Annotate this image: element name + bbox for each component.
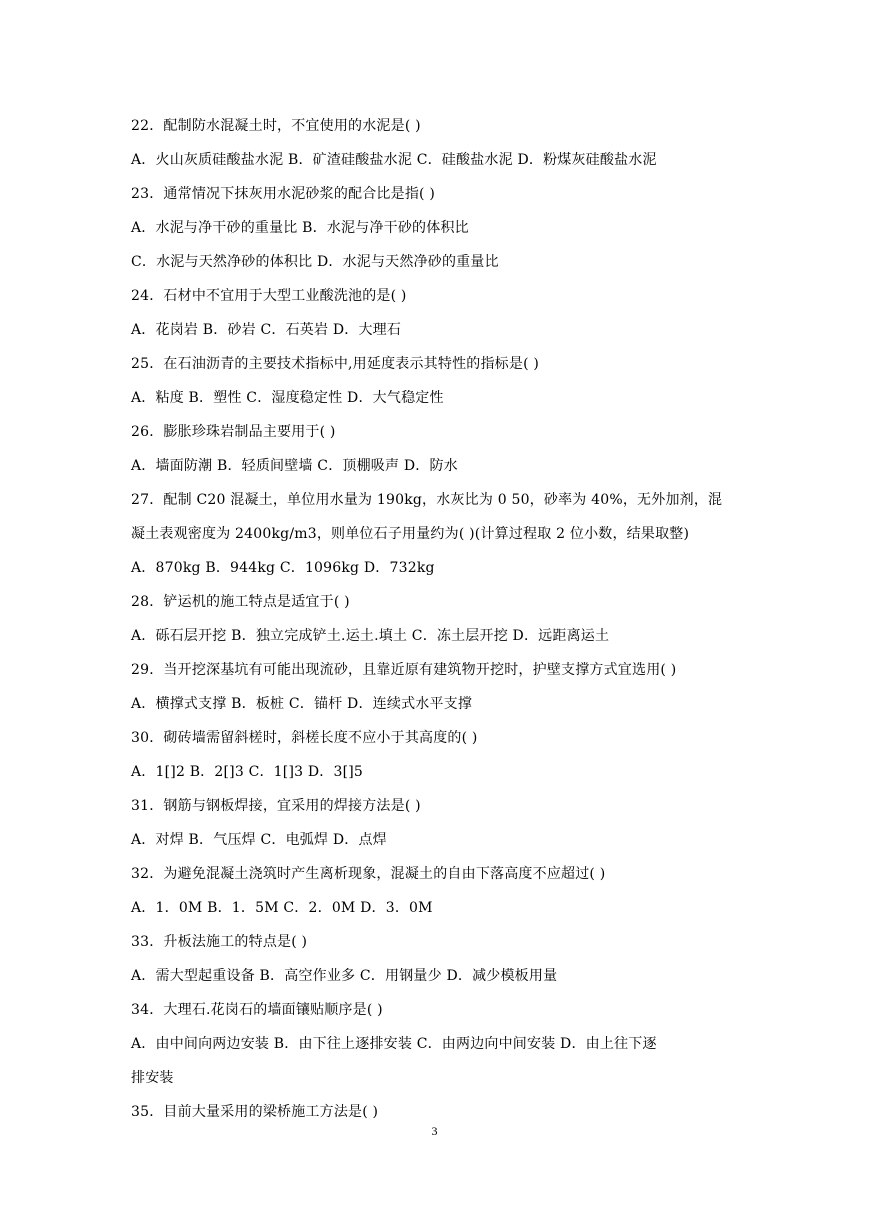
question-30: 30．砌砖墙需留斜槎时，斜槎长度不应小于其高度的( ) [131, 730, 478, 746]
options-32: A．1．0M B．1．5M C．2．0M D．3．0M [131, 900, 433, 916]
question-28: 28．铲运机的施工特点是适宜于( ) [131, 594, 350, 610]
question-22: 22．配制防水混凝土时，不宜使用的水泥是( ) [131, 118, 421, 134]
question-27-line2: 凝土表观密度为 2400kg/m3，则单位石子用量约为( )(计算过程取 2 位小数，结果取整) [131, 526, 690, 542]
options-23-cd: C．水泥与天然净砂的体积比 D．水泥与天然净砂的重量比 [131, 254, 499, 270]
options-28: A．砾石层开挖 B．独立完成铲土.运土.填土 C．冻土层开挖 D．远距离运土 [131, 628, 610, 644]
question-23: 23．通常情况下抹灰用水泥砂浆的配合比是指( ) [131, 186, 435, 202]
options-29: A．横撑式支撑 B．板桩 C．锚杆 D．连续式水平支撑 [131, 696, 473, 712]
options-30: A．1[]2 B．2[]3 C．1[]3 D．3[]5 [131, 764, 364, 780]
question-32: 32．为避免混凝土浇筑时产生离析现象，混凝土的自由下落高度不应超过( ) [131, 866, 606, 882]
question-33: 33．升板法施工的特点是( ) [131, 934, 308, 950]
options-23-ab: A．水泥与净干砂的重量比 B．水泥与净干砂的体积比 [131, 220, 469, 236]
question-31: 31．钢筋与钢板焊接，宜采用的焊接方法是( ) [131, 798, 421, 814]
options-25: A．粘度 B．塑性 C．湿度稳定性 D．大气稳定性 [131, 390, 444, 406]
question-25: 25．在石油沥青的主要技术指标中,用延度表示其特性的指标是( ) [131, 356, 540, 372]
page-number: 3 [431, 1124, 438, 1138]
options-22: A．火山灰质硅酸盐水泥 B．矿渣硅酸盐水泥 C．硅酸盐水泥 D．粉煤灰硅酸盐水泥 [131, 152, 657, 168]
question-34: 34．大理石.花岗石的墙面镶贴顺序是( ) [131, 1002, 383, 1018]
options-27: A．870kg B．944kg C．1096kg D．732kg [131, 560, 435, 576]
question-list [131, 109, 743, 1129]
question-26: 26．膨胀珍珠岩制品主要用于( ) [131, 424, 336, 440]
options-34-line2: 排安装 [131, 1070, 174, 1086]
options-34-line1: A．由中间向两边安装 B．由下往上逐排安装 C．由两边向中间安装 D．由上往下逐 [131, 1036, 657, 1052]
question-29: 29．当开挖深基坑有可能出现流砂，且靠近原有建筑物开挖时，护壁支撑方式宜选用( ) [131, 662, 677, 678]
options-24: A．花岗岩 B．砂岩 C．石英岩 D．大理石 [131, 322, 402, 338]
question-24: 24．石材中不宜用于大型工业酸洗池的是( ) [131, 288, 407, 304]
question-27-line1: 27．配制 C20 混凝土，单位用水量为 190kg，水灰比为 0 50，砂率为 40%，无外加剂，混 [131, 492, 723, 508]
options-26: A．墙面防潮 B．轻质间壁墙 C．顶棚吸声 D．防水 [131, 458, 458, 474]
options-33: A．需大型起重设备 B．高空作业多 C．用钢量少 D．减少模板用量 [131, 968, 558, 984]
options-31: A．对焊 B．气压焊 C．电弧焊 D．点焊 [131, 832, 387, 848]
question-35: 35．目前大量采用的梁桥施工方法是( ) [131, 1104, 379, 1120]
